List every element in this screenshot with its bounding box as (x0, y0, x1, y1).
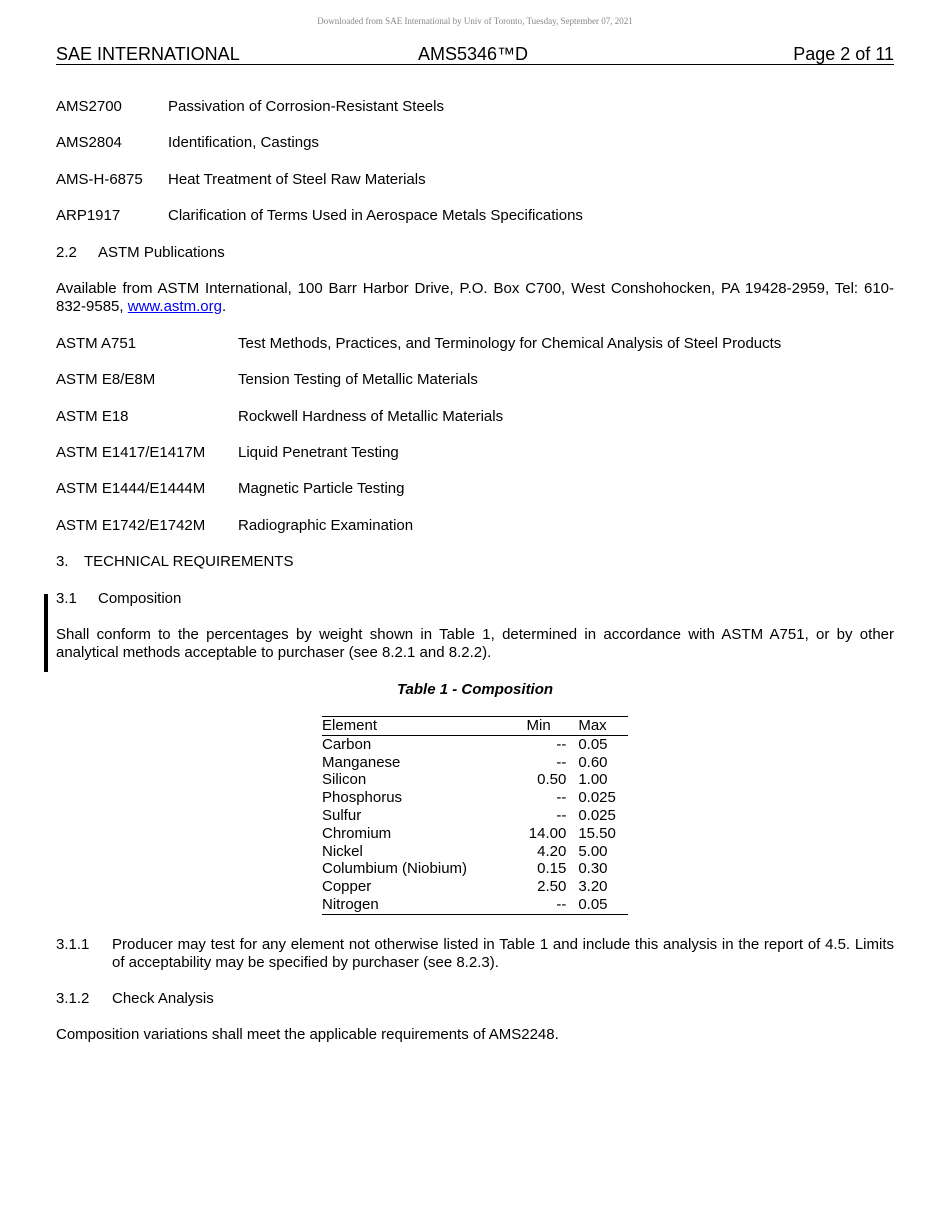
subsection-3-1-1 (56, 936, 894, 972)
reference-title: Heat Treatment of Steel Raw Materials (168, 171, 426, 188)
section-number: 2.2 (56, 244, 77, 261)
table-row (322, 825, 628, 843)
reference-code: AMS2700 (56, 98, 122, 115)
table-row (322, 789, 628, 807)
min-cell: -- (556, 895, 567, 913)
table-header-row (322, 717, 628, 736)
min-cell: 2.50 (537, 878, 567, 896)
reference-title: Magnetic Particle Testing (238, 480, 405, 497)
table-row (322, 860, 628, 878)
section-title: ASTM Publications (98, 244, 225, 261)
max-cell: 0.05 (578, 895, 608, 913)
min-cell: 4.20 (537, 842, 567, 860)
max-cell: 0.025 (578, 789, 616, 807)
check-analysis-paragraph: Composition variations shall meet the applicable requirements of AMS2248. (56, 1026, 559, 1043)
reference-title: Tension Testing of Metallic Materials (238, 371, 478, 388)
reference-title: Test Methods, Practices, and Terminology for Chemical Analysis of Steel Products (238, 335, 782, 352)
astm-availability-paragraph: Available from ASTM International, 100 Barr Harbor Drive, P.O. Box C700, West Conshohocken, PA 19428-2959, Tel: 610-832-9585, www.astm.org. (56, 280, 894, 315)
max-cell: 15.50 (578, 824, 616, 842)
element-cell: Carbon (322, 735, 372, 753)
table-row (322, 843, 628, 861)
table-row (322, 896, 628, 914)
element-cell: Phosphorus (322, 789, 403, 807)
element-cell: Nitrogen (322, 895, 379, 913)
section-number: 3. (56, 553, 69, 570)
column-header-element: Element (322, 717, 378, 734)
element-cell: Sulfur (322, 806, 362, 824)
header-page-number: Page 2 of 11 (793, 44, 894, 64)
page-header (56, 44, 894, 65)
subsection-3-1-2 (56, 990, 894, 1008)
reference-title: Clarification of Terms Used in Aerospace Metals Specifications (168, 207, 583, 224)
element-cell: Columbium (Niobium) (322, 860, 468, 878)
subsection-number: 3.1.1 (56, 936, 90, 953)
element-cell: Chromium (322, 824, 392, 842)
reference-code: ASTM E1742/E1742M (56, 517, 206, 534)
header-doc-number: AMS5346™D (418, 44, 529, 64)
min-cell: 0.15 (537, 860, 567, 878)
min-cell: -- (556, 735, 567, 753)
table-row (322, 735, 628, 753)
table-title: Table 1 - Composition (396, 681, 554, 698)
reference-code: ASTM E1444/E1444M (56, 480, 206, 497)
reference-title: Liquid Penetrant Testing (238, 444, 399, 461)
column-header-max: Max (578, 717, 607, 734)
min-cell: -- (556, 806, 567, 824)
table-row (322, 807, 628, 825)
composition-paragraph: Shall conform to the percentages by weight shown in Table 1, determined in accordance with ASTM A751, or by other analytical methods acceptable to purchaser (see 8.2.1 and 8.2.2). (56, 626, 894, 661)
reference-code: AMS-H-6875 (56, 171, 143, 188)
max-cell: 0.025 (578, 806, 616, 824)
table-row (322, 771, 628, 789)
max-cell: 0.60 (578, 753, 608, 771)
section-number: 3.1 (56, 590, 77, 607)
download-watermark: Downloaded from SAE International by Univ of Toronto, Tuesday, September 07, 2021 (317, 16, 633, 26)
table-row (322, 754, 628, 772)
reference-code: ASTM A751 (56, 335, 137, 352)
element-cell: Nickel (322, 842, 363, 860)
max-cell: 1.00 (578, 771, 608, 789)
reference-code: AMS2804 (56, 134, 122, 151)
element-cell: Silicon (322, 771, 367, 789)
reference-code: ASTM E8/E8M (56, 371, 156, 388)
max-cell: 0.30 (578, 860, 608, 878)
subsection-number: 3.1.2 (56, 990, 90, 1007)
max-cell: 3.20 (578, 878, 608, 896)
max-cell: 0.05 (578, 735, 608, 753)
revision-change-bar (44, 594, 48, 672)
section-title: Composition (98, 590, 182, 607)
element-cell: Copper (322, 878, 372, 896)
reference-title: Passivation of Corrosion-Resistant Steels (168, 98, 444, 115)
subsection-text: Producer may test for any element not otherwise listed in Table 1 and include this analysis in the report of 4.5. Limits of acceptability may be specified by purchaser (see 8.2.3). (112, 936, 894, 971)
reference-title: Radiographic Examination (238, 517, 414, 534)
subsection-title: Check Analysis (112, 990, 214, 1007)
reference-title: Identification, Castings (168, 134, 319, 151)
reference-code: ASTM E18 (56, 408, 129, 425)
section-title: TECHNICAL REQUIREMENTS (84, 553, 294, 570)
min-cell: 14.00 (528, 824, 567, 842)
header-org: SAE INTERNATIONAL (56, 44, 240, 64)
column-header-min: Min (526, 717, 551, 734)
reference-title: Rockwell Hardness of Metallic Materials (238, 408, 504, 425)
max-cell: 5.00 (578, 842, 608, 860)
reference-code: ARP1917 (56, 207, 121, 224)
table-row (322, 878, 628, 896)
min-cell: 0.50 (537, 771, 567, 789)
composition-table (322, 716, 628, 915)
min-cell: -- (556, 753, 567, 771)
min-cell: -- (556, 789, 567, 807)
reference-code: ASTM E1417/E1417M (56, 444, 206, 461)
element-cell: Manganese (322, 753, 401, 771)
astm-website-link[interactable]: www.astm.org (127, 298, 222, 315)
